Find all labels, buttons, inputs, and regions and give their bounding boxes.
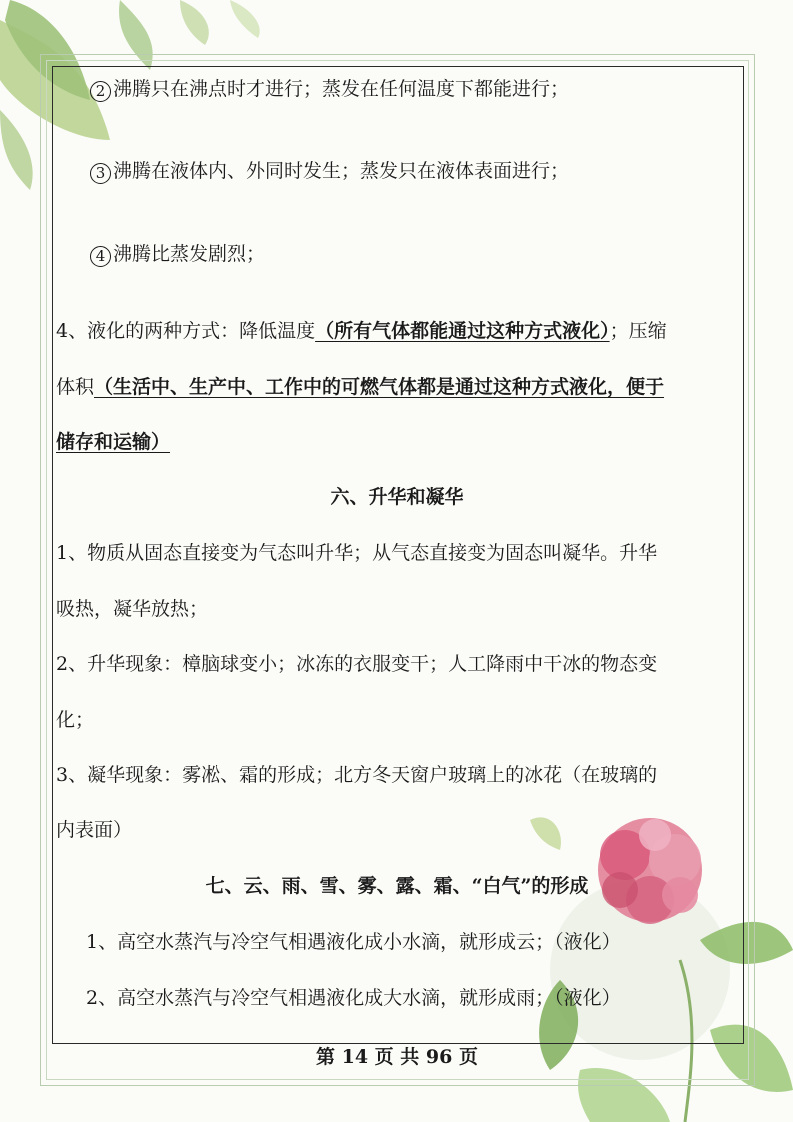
section-6-line-1: 1、物质从固态直接变为气态叫升华；从气态直接变为固态叫凝华。升华 (56, 542, 658, 564)
section-6-line-4: 化； (56, 709, 95, 731)
underlined-emphasis: 储存和运输） (56, 431, 171, 453)
section-7-line-1: 1、高空水蒸汽与冷空气相遇液化成小水滴，就形成云；（液化） (86, 931, 621, 953)
page-number-footer: 第 14 页 共 96 页 (316, 1046, 478, 1068)
paragraph-text: ；压缩 (609, 320, 667, 342)
circled-number: 2 (90, 81, 111, 102)
section-6-line-5: 3、凝华现象：雾凇、霜的形成；北方冬天窗户玻璃上的冰花（在玻璃的 (56, 764, 658, 786)
circled-number: 4 (90, 246, 111, 267)
list-item-text: 沸腾比蒸发剧烈； (113, 243, 266, 265)
list-item-4 (90, 241, 265, 267)
section-7-line-2: 2、高空水蒸汽与冷空气相遇液化成大水滴，就形成雨；（液化） (86, 987, 621, 1009)
section-6-line-2: 吸热，凝华放热； (56, 598, 209, 620)
liquefaction-paragraph-line-3 (56, 429, 170, 455)
circled-number: 3 (90, 163, 111, 184)
section-6-line-6: 内表面） (56, 819, 133, 841)
section-6-title: 六、升华和凝华 (330, 486, 464, 508)
paragraph-text: 4、液化的两种方式：降低温度 (56, 320, 316, 342)
underlined-emphasis: （所有气体都能通过这种方式液化） (315, 320, 610, 342)
liquefaction-paragraph-line-1 (56, 318, 667, 344)
underlined-emphasis: （生活中、生产中、工作中的可燃气体都是通过这种方式液化，便于 (94, 376, 665, 398)
section-7-title: 七、云、雨、雪、雾、露、霜、“白气”的形成 (205, 875, 589, 897)
liquefaction-paragraph-line-2 (56, 374, 664, 400)
section-6-line-3: 2、升华现象：樟脑球变小；冰冻的衣服变干；人工降雨中干冰的物态变 (56, 653, 658, 675)
paragraph-text: 体积 (56, 376, 95, 398)
list-item-2 (90, 76, 569, 102)
list-item-3 (90, 158, 569, 184)
list-item-text: 沸腾在液体内、外同时发生；蒸发只在液体表面进行； (113, 160, 570, 182)
list-item-text: 沸腾只在沸点时才进行；蒸发在任何温度下都能进行； (113, 78, 570, 100)
